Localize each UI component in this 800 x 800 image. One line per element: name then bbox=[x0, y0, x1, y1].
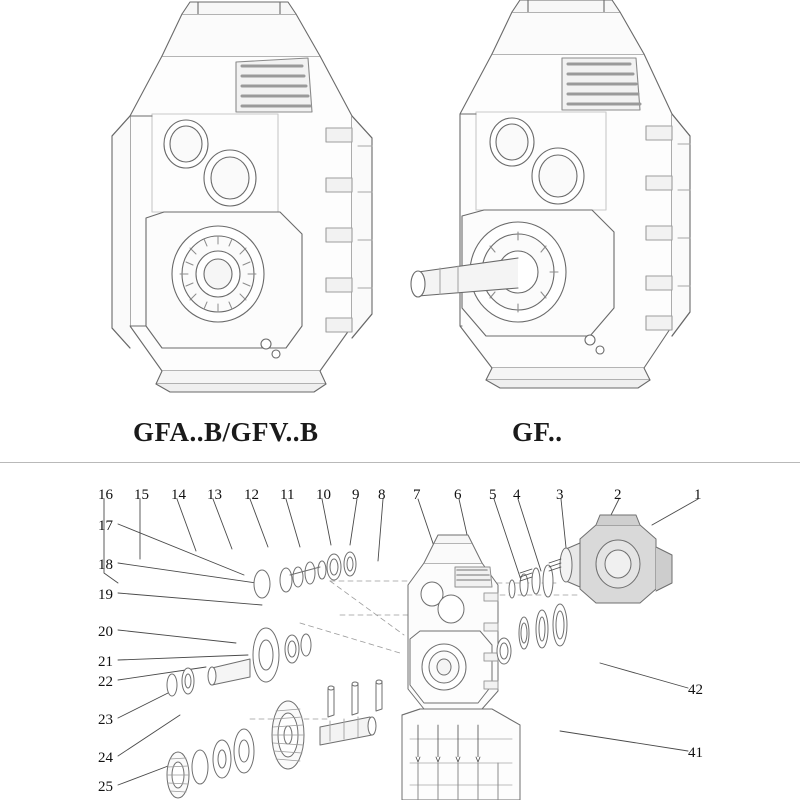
callout-18: 18 bbox=[98, 557, 113, 573]
callout-17: 17 bbox=[98, 518, 113, 534]
callout-24: 24 bbox=[98, 750, 113, 766]
callout-3: 3 bbox=[556, 487, 564, 503]
callout-8: 8 bbox=[378, 487, 386, 503]
callout-14: 14 bbox=[171, 487, 186, 503]
callout-23: 23 bbox=[98, 712, 113, 728]
callout-11: 11 bbox=[280, 487, 295, 503]
gearbox-left-illustration bbox=[90, 0, 390, 396]
caption-gf: GF.. bbox=[512, 417, 563, 447]
callout-25: 25 bbox=[98, 779, 113, 795]
callout-7: 7 bbox=[413, 487, 421, 503]
callout-22: 22 bbox=[98, 674, 113, 690]
caption-gfa-gfv: GFA..B/GFV..B bbox=[133, 417, 319, 447]
callout-21: 21 bbox=[98, 654, 113, 670]
callout-1: 1 bbox=[694, 487, 702, 503]
gearbox-right-illustration bbox=[400, 0, 700, 396]
callout-2: 2 bbox=[614, 487, 622, 503]
callout-5: 5 bbox=[489, 487, 497, 503]
callout-10: 10 bbox=[316, 487, 331, 503]
callout-13: 13 bbox=[207, 487, 222, 503]
callout-19: 19 bbox=[98, 587, 113, 603]
callout-12: 12 bbox=[244, 487, 259, 503]
callout-6: 6 bbox=[454, 487, 462, 503]
callout-4: 4 bbox=[513, 487, 521, 503]
callout-16: 16 bbox=[98, 487, 113, 503]
callout-42: 42 bbox=[688, 682, 703, 698]
callout-9: 9 bbox=[352, 487, 360, 503]
callout-15: 15 bbox=[134, 487, 149, 503]
exploded-view-section bbox=[0, 463, 800, 800]
callout-41: 41 bbox=[688, 745, 703, 761]
callout-20: 20 bbox=[98, 624, 113, 640]
exploded-view-illustration bbox=[0, 463, 800, 800]
